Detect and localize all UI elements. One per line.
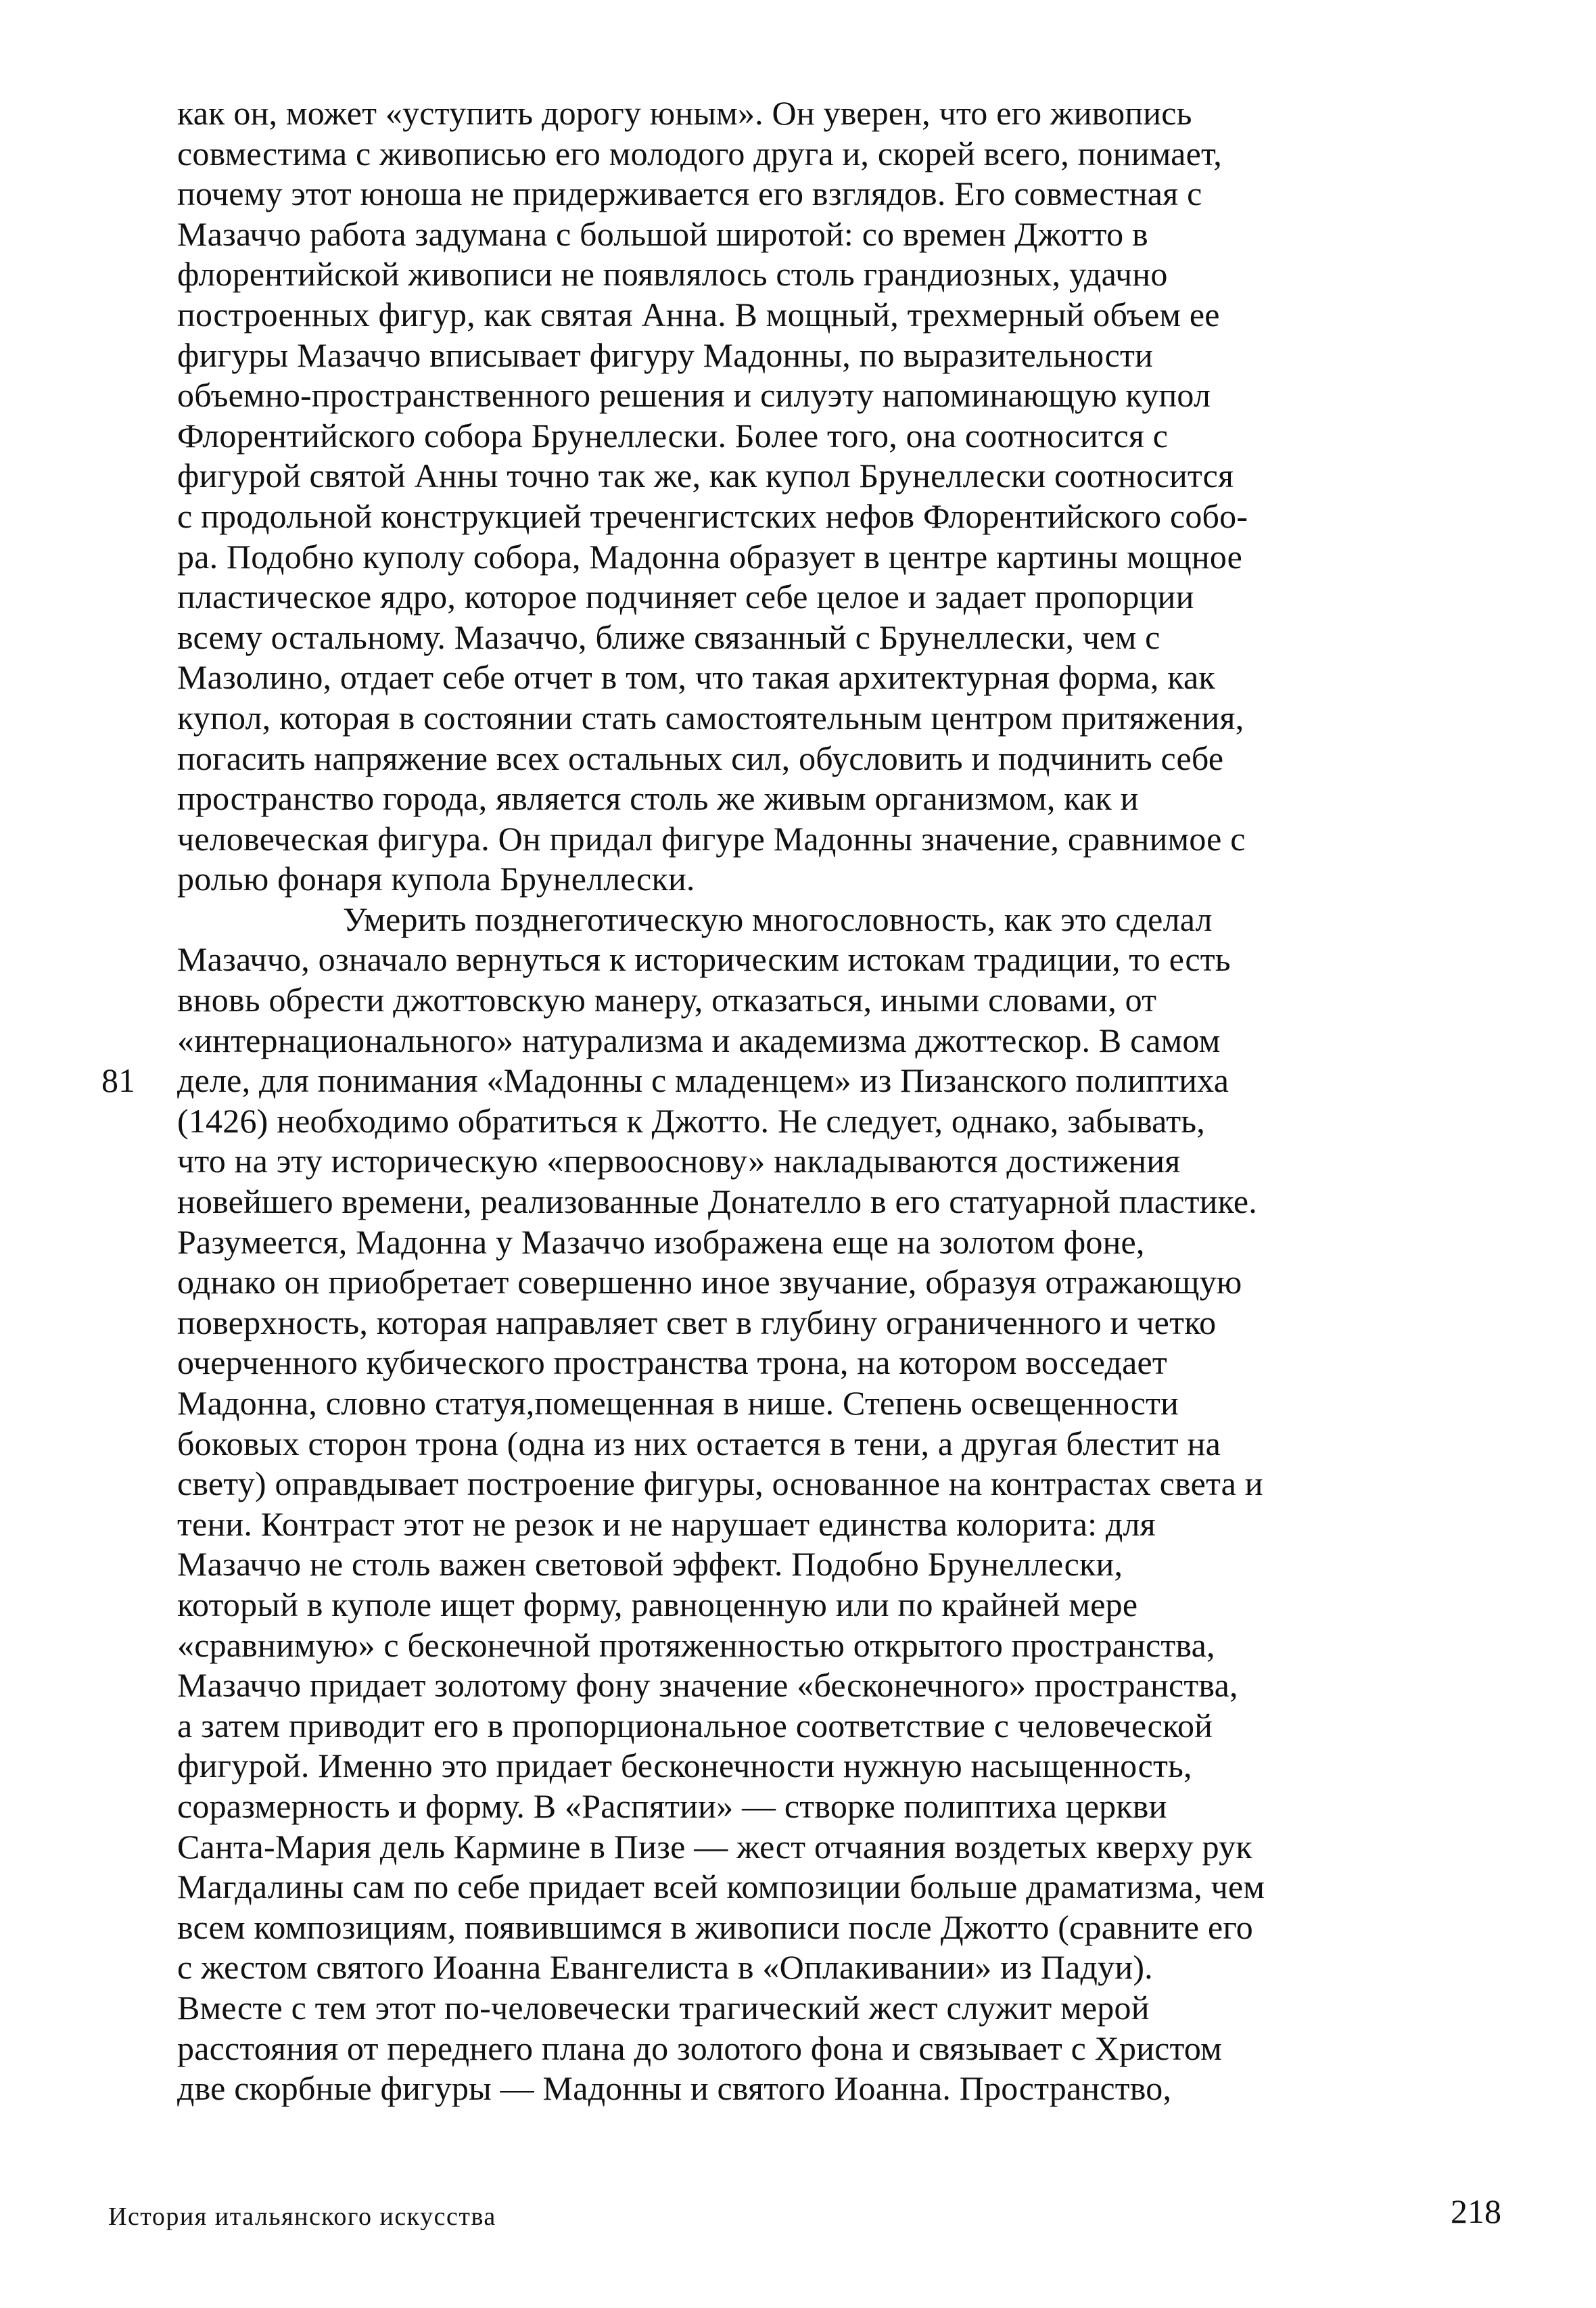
- paragraph: [177, 900, 1503, 2109]
- text-line: две скорбные фигуры — Мадонны и святого Иоанна. Пространство,: [177, 2069, 1172, 2108]
- text-line: Мазаччо придает золотому фону значение «бесконечного» пространства,: [177, 1666, 1238, 1705]
- body-text: [177, 93, 1503, 2109]
- text-line: «сравнимую» с бесконечной протяженностью открытого пространства,: [177, 1625, 1215, 1664]
- text-line: боковых сторон трона (одна из них остается в тени, а другая блестит на: [177, 1424, 1221, 1462]
- text-line: Мадонна, словно статуя,помещенная в нише. Степень освещенности: [177, 1384, 1179, 1422]
- text-line: человеческая фигура. Он придал фигуре Мадонны значение, сравнимое с: [177, 819, 1246, 858]
- text-line: вновь обрести джоттовскую манеру, отказаться, иными словами, от: [177, 981, 1157, 1019]
- page-number: 218: [1451, 2192, 1501, 2230]
- text-line: что на эту историческую «первооснову» накладываются достижения: [177, 1142, 1181, 1180]
- text-line: фигурой. Именно это придает бесконечности нужную насыщенность,: [177, 1747, 1192, 1785]
- text-line: Вместе с тем этот по-человечески трагический жест служит мерой: [177, 1988, 1150, 2027]
- text-line: с жестом святого Иоанна Евангелиста в «Оплакивании» из Падуи).: [177, 1948, 1153, 1987]
- text-line: Санта-Мария дель Кармине в Пизе — жест отчаяния воздетых кверху рук: [177, 1827, 1252, 1866]
- text-line: «интернационального» натурализма и академизма джоттескор. В самом: [177, 1021, 1221, 1059]
- text-line: свету) оправдывает построение фигуры, основанное на контрастах света и: [177, 1464, 1263, 1503]
- text-line: всему остальному. Мазаччо, ближе связанный с Брунеллески, чем с: [177, 618, 1160, 656]
- text-line: очерченного кубического пространства трона, на котором восседает: [177, 1343, 1167, 1382]
- text-line: почему этот юноша не придерживается его взглядов. Его совместная с: [177, 175, 1202, 213]
- text-line: (1426) необходимо обратиться к Джотто. Не следует, однако, забывать,: [177, 1101, 1205, 1140]
- text-line: Мазаччо работа задумана с большой широтой: со времен Джотто в: [177, 214, 1148, 253]
- text-line: фигурой святой Анны точно так же, как купол Брунеллески соотносится: [177, 457, 1234, 495]
- running-footer-title: История итальянского искусства: [108, 2202, 496, 2231]
- text-line: расстояния от переднего плана до золотого фона и связывает с Христом: [177, 2029, 1222, 2067]
- text-line: тени. Контраст этот не резок и не нарушает единства колорита: для: [177, 1504, 1156, 1543]
- text-line: Умерить позднеготическую многословность, как это сделал: [343, 900, 1213, 938]
- margin-reference-number: 81: [101, 1061, 135, 1099]
- text-line: Мазаччо не столь важен световой эффект. Подобно Брунеллески,: [177, 1545, 1123, 1584]
- paragraph: [177, 93, 1503, 900]
- text-line: новейшего времени, реализованные Донателло в его статуарной пластике.: [177, 1182, 1257, 1221]
- text-line: с продольной конструкцией треченгистских нефов Флорентийского собо-: [177, 497, 1248, 535]
- text-line: фигуры Мазаччо вписывает фигуру Мадонны, по выразительности: [177, 336, 1154, 374]
- text-line: Мазолино, отдает себе отчет в том, что такая архитектурная форма, как: [177, 658, 1215, 697]
- text-line: флорентийской живописи не появлялось столь грандиозных, удачно: [177, 255, 1168, 294]
- text-line: деле, для понимания «Мадонны с младенцем» из Пизанского полиптиха: [177, 1061, 1229, 1100]
- text-line: который в куполе ищет форму, равноценную или по крайней мере: [177, 1585, 1138, 1623]
- text-line: Мазаччо, означало вернуться к историческим истокам традиции, то есть: [177, 940, 1231, 979]
- text-line: пространство города, является столь же живым организмом, как и: [177, 779, 1139, 818]
- text-line: объемно-пространственного решения и силуэту напоминающую купол: [177, 376, 1211, 415]
- text-line: как он, может «уступить дорогу юным». Он уверен, что его живопись: [177, 94, 1192, 132]
- text-line: соразмерность и форму. В «Распятии» — створке полиптиха церкви: [177, 1786, 1167, 1825]
- text-line: поверхность, которая направляет свет в глубину ограниченного и четко: [177, 1303, 1217, 1341]
- text-line: погасить напряжение всех остальных сил, обусловить и подчинить себе: [177, 739, 1224, 777]
- text-line: Флорентийского собора Брунеллески. Более того, она соотносится с: [177, 416, 1169, 455]
- text-line: совместима с живописью его молодого друга и, скорей всего, понимает,: [177, 134, 1222, 172]
- text-line: ролью фонаря купола Брунеллески.: [177, 860, 695, 898]
- text-line: пластическое ядро, которое подчиняет себе целое и задает пропорции: [177, 578, 1194, 616]
- text-line: однако он приобретает совершенно иное звучание, образуя отражающую: [177, 1263, 1242, 1301]
- text-line: купол, которая в состоянии стать самостоятельным центром притяжения,: [177, 698, 1244, 737]
- text-line: построенных фигур, как святая Анна. В мощный, трехмерный объем ее: [177, 295, 1220, 333]
- text-line: Разумеется, Мадонна у Мазаччо изображена еще на золотом фоне,: [177, 1222, 1145, 1261]
- text-line: Магдалины сам по себе придает всей композиции больше драматизма, чем: [177, 1868, 1265, 1906]
- text-line: а затем приводит его в пропорциональное соответствие с человеческой: [177, 1706, 1213, 1745]
- text-line: ра. Подобно куполу собора, Мадонна образует в центре картины мощное: [177, 537, 1243, 576]
- text-line: всем композициям, появившимся в живописи после Джотто (сравните его: [177, 1908, 1254, 1946]
